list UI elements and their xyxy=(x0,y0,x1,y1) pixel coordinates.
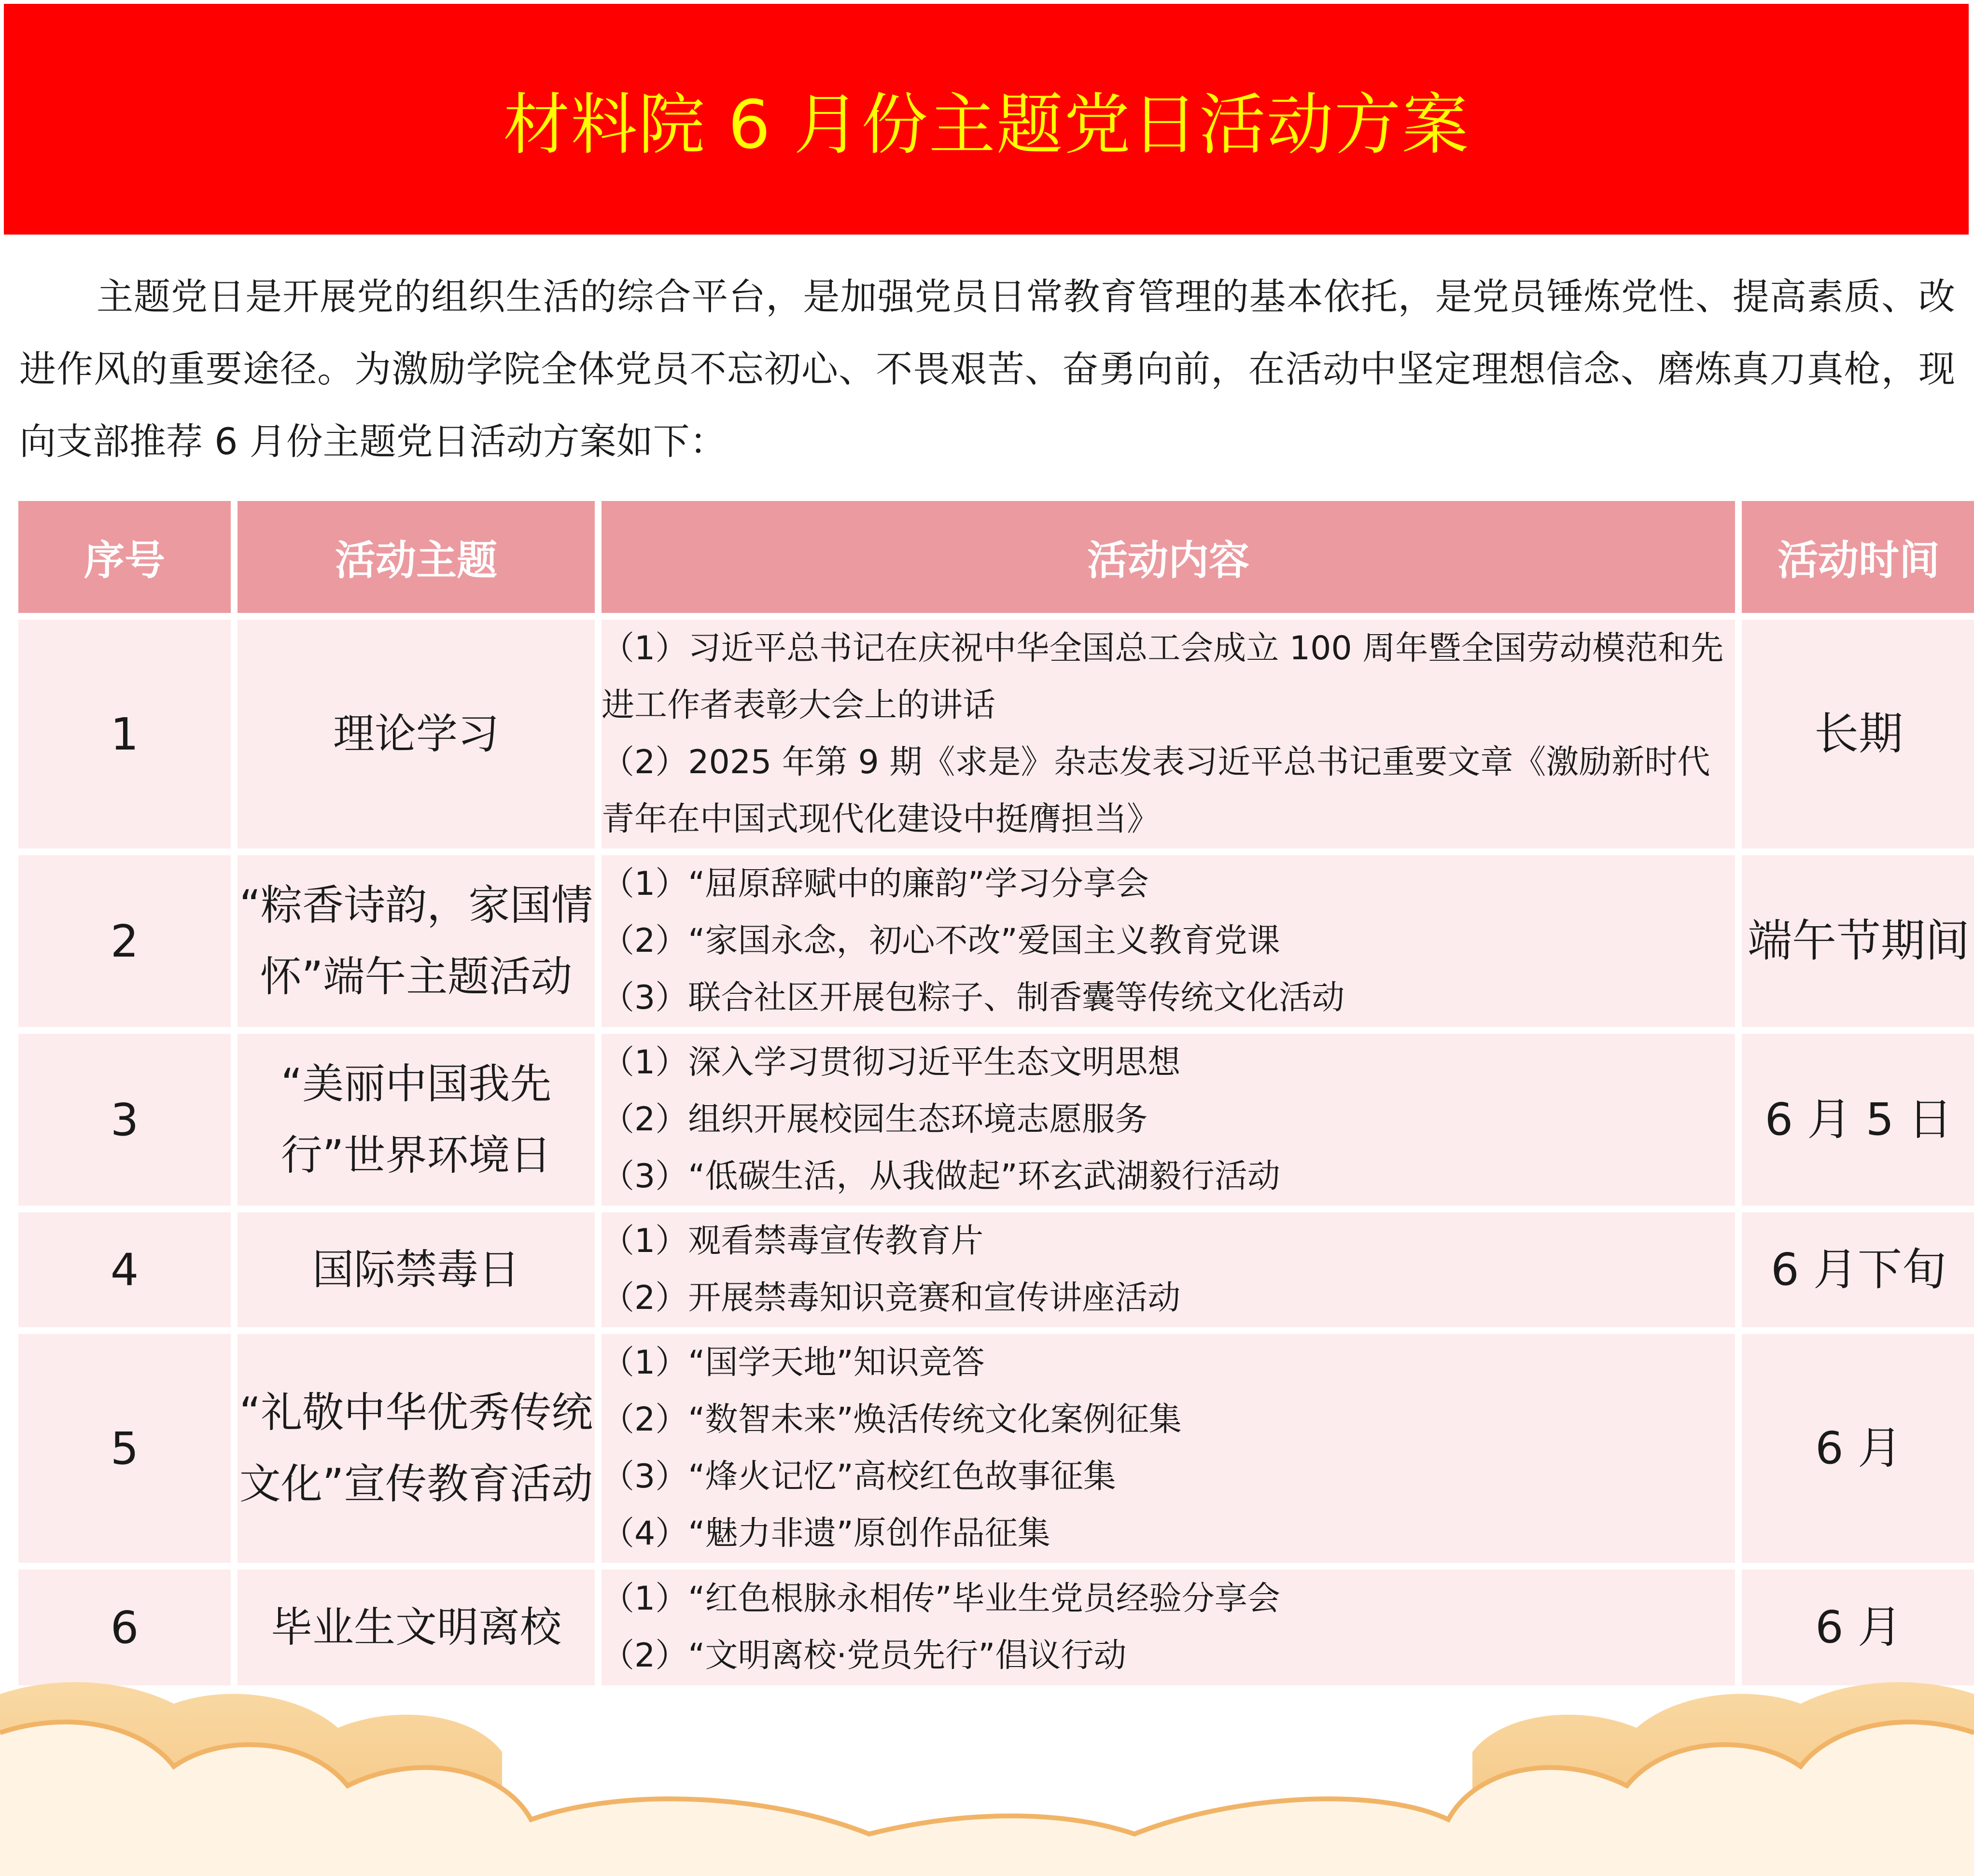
table-header-row xyxy=(18,501,1974,613)
row-content xyxy=(602,1334,1735,1563)
row-time: 6 月 5 日 xyxy=(1742,1034,1974,1206)
row-number: 6 xyxy=(18,1570,231,1685)
row-time: 长期 xyxy=(1742,620,1974,848)
row-time: 6 月下旬 xyxy=(1742,1212,1974,1327)
table-row xyxy=(18,620,1974,848)
row-topic: “粽香诗韵，家国情怀”端午主题活动 xyxy=(238,855,595,1027)
content-item: （4）“魅力非遗”原创作品征集 xyxy=(602,1515,1050,1553)
content-item: （2）2025 年第 9 期《求是》杂志发表习近平总书记重要文章《激励新时代青年在中国式现代化建设中挺膺担当》 xyxy=(602,743,1710,838)
table-row xyxy=(18,1212,1974,1327)
row-topic: 国际禁毒日 xyxy=(238,1212,595,1327)
title-banner xyxy=(4,4,1969,235)
row-content xyxy=(602,1212,1735,1327)
content-item: （1）习近平总书记在庆祝中华全国总工会成立 100 周年暨全国劳动模范和先进工作者表彰大会上的讲话 xyxy=(602,629,1724,724)
content-item: （3）“低碳生活，从我做起”环玄武湖毅行活动 xyxy=(602,1157,1280,1195)
content-item: （3）“烽火记忆”高校红色故事征集 xyxy=(602,1458,1116,1496)
row-number: 4 xyxy=(18,1212,231,1327)
header-number: 序号 xyxy=(18,501,231,613)
activity-table xyxy=(12,494,1974,1692)
row-topic: “美丽中国我先行”世界环境日 xyxy=(238,1034,595,1206)
cloud-decoration xyxy=(0,1675,1974,1876)
row-content xyxy=(602,1570,1735,1685)
row-topic: 理论学习 xyxy=(238,620,595,848)
row-number: 5 xyxy=(18,1334,231,1563)
table-row xyxy=(18,855,1974,1027)
content-item: （1）观看禁毒宣传教育片 xyxy=(602,1222,984,1260)
row-content xyxy=(602,620,1735,848)
row-topic: “礼敬中华优秀传统文化”宣传教育活动 xyxy=(238,1334,595,1563)
row-time: 端午节期间 xyxy=(1742,855,1974,1027)
header-time: 活动时间 xyxy=(1742,501,1974,613)
content-item: （1）“红色根脉永相传”毕业生党员经验分享会 xyxy=(602,1580,1280,1618)
content-item: （1）“屈原辞赋中的廉韵”学习分享会 xyxy=(602,865,1149,903)
intro-paragraph: 主题党日是开展党的组织生活的综合平台，是加强党员日常教育管理的基本依托，是党员锤炼党性、提高素质、改进作风的重要途径。为激励学院全体党员不忘初心、不畏艰苦、奋勇向前，在活动中坚定理想信念、磨炼真刀真枪，现向支部推荐 6 月份主题党日活动方案如下： xyxy=(19,275,1955,463)
row-number: 3 xyxy=(18,1034,231,1206)
row-topic: 毕业生文明离校 xyxy=(238,1570,595,1685)
header-topic: 活动主题 xyxy=(238,501,595,613)
header-content: 活动内容 xyxy=(602,501,1735,613)
content-item: （2）开展禁毒知识竞赛和宣传讲座活动 xyxy=(602,1279,1181,1317)
row-number: 1 xyxy=(18,620,231,848)
row-content xyxy=(602,1034,1735,1206)
page-title: 材料院 6 月份主题党日活动方案 xyxy=(503,86,1470,164)
row-number: 2 xyxy=(18,855,231,1027)
row-time: 6 月 xyxy=(1742,1334,1974,1563)
row-time: 6 月 xyxy=(1742,1570,1974,1685)
content-item: （1）“国学天地”知识竞答 xyxy=(602,1344,985,1382)
content-item: （2）“家国永念，初心不改”爱国主义教育党课 xyxy=(602,922,1280,960)
table-row xyxy=(18,1570,1974,1685)
content-item: （2）“数智未来”焕活传统文化案例征集 xyxy=(602,1401,1182,1439)
content-item: （1）深入学习贯彻习近平生态文明思想 xyxy=(602,1043,1181,1082)
content-item: （3）联合社区开展包粽子、制香囊等传统文化活动 xyxy=(602,979,1345,1017)
table-row xyxy=(18,1334,1974,1563)
row-content xyxy=(602,855,1735,1027)
content-item: （2）“文明离校·党员先行”倡议行动 xyxy=(602,1637,1127,1675)
table-row xyxy=(18,1034,1974,1206)
content-item: （2）组织开展校园生态环境志愿服务 xyxy=(602,1100,1148,1139)
